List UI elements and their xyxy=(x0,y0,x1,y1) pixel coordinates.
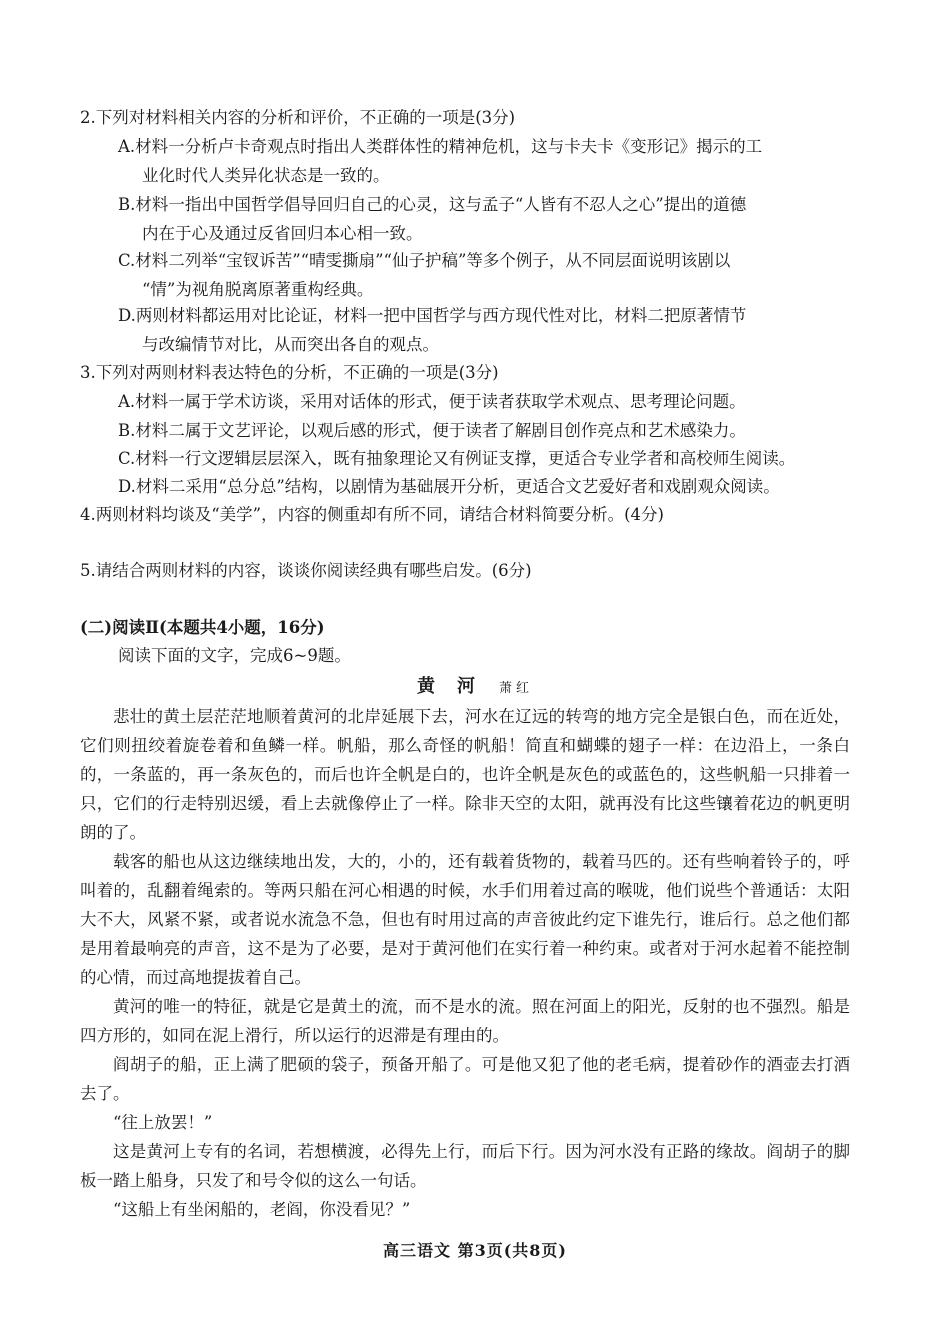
article-title: 黄河 xyxy=(416,676,497,697)
article-paragraph: “这船上有坐闲船的，老阎，你没看见？” xyxy=(113,1200,411,1219)
question-2-stem: 2.下列对材料相关内容的分析和评价，不正确的一项是(3分) xyxy=(80,108,516,127)
page-footer: 高三语文 第3页(共8页) xyxy=(383,1241,567,1260)
article-paragraph: 载客的船也从这边继续地出发，大的，小的，还有载着货物的，载着马匹的。还有些响着铃子的，呼叫着的，乱翻着绳索的。等两只船在河心相遇的时候，水手们用着过高的喉咙，他们说些个普通话：太阳大不大，风紧不紧，或者说水流急不急，但也有时用过高的声音彼此约定下谁先行，谁后行。总之他们都是用着最响亮的声音，这不是为了必要，是对于黄河他们在实行着一种约束。或者对于河水起着不能控制的心情，而过高地提拔着自己。 xyxy=(80,852,850,987)
question-5: 5.请结合两则材料的内容，谈谈你阅读经典有哪些启发。(6分) xyxy=(80,561,532,580)
article-paragraph: 悲壮的黄土层茫茫地顺着黄河的北岸延展下去，河水在辽远的转弯的地方完全是银白色，而在近处，它们则扭绞着旋卷着和鱼鳞一样。帆船，那么奇怪的帆船！简直和蝴蝶的翅子一样：在边沿上，一条白的，一条蓝的，再一条灰色的，而后也许全帆是白的，也许全帆是灰色的或蓝色的，这些帆船一只排着一只，它们的行走特别迟缓，看上去就像停止了一样。除非天空的太阳，就再没有比这些镶着花边的帆更明朗的了。 xyxy=(80,707,850,842)
question-3-option-b: B.材料二属于文艺评论，以观后感的形式，便于读者了解剧目创作亮点和艺术感染力。 xyxy=(118,421,746,440)
question-2-option-b: B.材料一指出中国哲学倡导回归自己的心灵，这与孟子“人皆有不忍人之心”提出的道德 内在于心及通过反省回归本心相一致。 xyxy=(118,195,747,243)
question-3-stem: 3.下列对两则材料表达特色的分析，不正确的一项是(3分) xyxy=(80,363,499,382)
section-2-instruction: 阅读下面的文字，完成6~9题。 xyxy=(118,646,351,665)
question-3-option-c: C.材料一行文逻辑层层深入，既有抽象理论又有例证支撑，更适合专业学者和高校师生阅读。 xyxy=(118,449,796,468)
section-2-heading: (二)阅读Ⅱ(本题共4小题，16分) xyxy=(80,618,325,637)
article-paragraph: 这是黄河上专有的名词，若想横渡，必得先上行，而后下行。因为河水没有正路的缘故。阎胡子的脚板一踏上船身，只发了和号令似的这么一句话。 xyxy=(80,1142,850,1190)
question-2-option-d: D.两则材料都运用对比论证，材料一把中国哲学与西方现代性对比，材料二把原著情节 与改编情节对比，从而突出各自的观点。 xyxy=(118,306,747,354)
question-2-option-a: A.材料一分析卢卡奇观点时指出人类群体性的精神危机，这与卡夫卡《变形记》揭示的工 业化时代人类异化状态是一致的。 xyxy=(118,137,763,185)
question-3-option-a: A.材料一属于学术访谈，采用对话体的形式，便于读者获取学术观点、思考理论问题。 xyxy=(118,392,746,411)
question-4: 4.两则材料均谈及“美学”，内容的侧重却有所不同，请结合材料简要分析。(4分) xyxy=(80,505,664,524)
article-title-line xyxy=(0,672,950,704)
article-author: 萧红 xyxy=(498,681,533,696)
question-3-option-d: D.材料二采用“总分总”结构，以剧情为基础展开分析，更适合文艺爱好者和戏剧观众阅读。 xyxy=(118,477,780,496)
article-body xyxy=(80,702,850,1224)
article-paragraph: 阎胡子的船，正上满了肥硕的袋子，预备开船了。可是他又犯了他的老毛病，提着砂作的酒壶去打酒去了。 xyxy=(80,1055,850,1103)
article-paragraph: 黄河的唯一的特征，就是它是黄土的流，而不是水的流。照在河面上的阳光，反射的也不强烈。船是四方形的，如同在泥上滑行，所以运行的迟滞是有理由的。 xyxy=(80,997,850,1045)
question-2-option-c: C.材料二列举“宝钗诉苦”“晴雯撕扇”“仙子护稿”等多个例子，从不同层面说明该剧以 “情”为视角脱离原著重构经典。 xyxy=(118,251,731,299)
article-paragraph: “往上放罢！” xyxy=(113,1113,213,1132)
